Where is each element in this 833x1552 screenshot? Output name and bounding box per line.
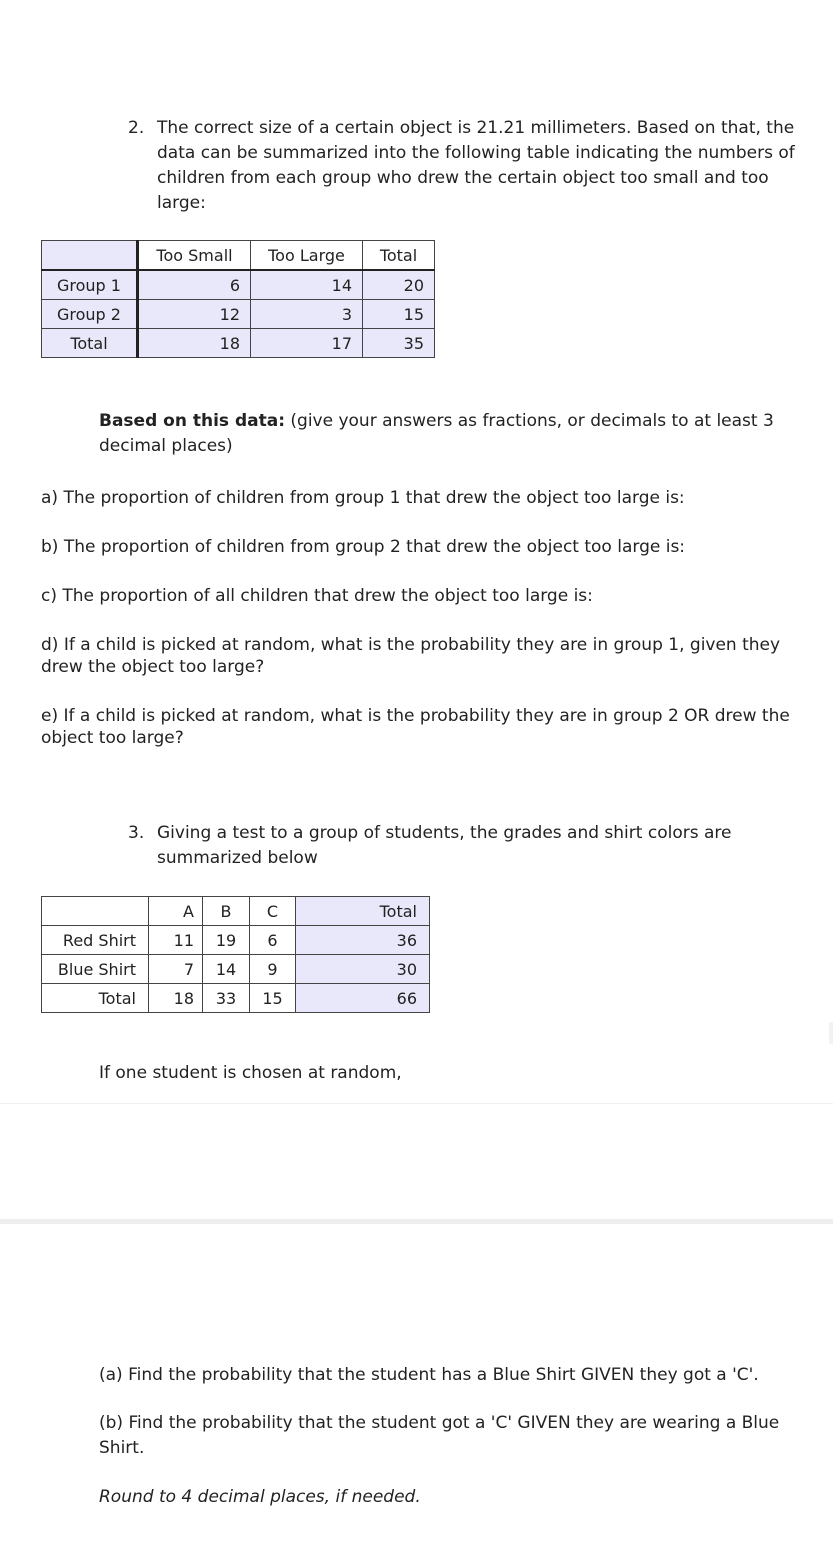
part-a: (a) Find the probability that the student has a Blue Shirt GIVEN they got a 'C'. xyxy=(99,1365,759,1385)
instructions-rest: (give your answers as fractions, or decimals to at least 3 decimal places) xyxy=(99,411,774,456)
cell-value: 9 xyxy=(250,955,296,984)
row-label: Red Shirt xyxy=(42,926,149,955)
header-b: B xyxy=(203,897,250,926)
header-c: C xyxy=(250,897,296,926)
cell-value: 35 xyxy=(363,329,435,358)
row-label: Group 1 xyxy=(42,270,138,300)
cell-value: 18 xyxy=(138,329,251,358)
instructions-bold: Based on this data: xyxy=(99,411,285,431)
header-a: A xyxy=(149,897,203,926)
instructions xyxy=(99,409,779,459)
cell-value: 19 xyxy=(203,926,250,955)
random-prompt: If one student is chosen at random, xyxy=(99,1063,402,1083)
cell-value: 36 xyxy=(296,926,430,955)
cell-value: 14 xyxy=(251,270,363,300)
cell-value: 6 xyxy=(250,926,296,955)
header-too-small: Too Small xyxy=(138,241,251,271)
cell-value: 18 xyxy=(149,984,203,1013)
row-label: Total xyxy=(42,329,138,358)
cell-value: 15 xyxy=(363,300,435,329)
cell-value: 7 xyxy=(149,955,203,984)
cell-value: 17 xyxy=(251,329,363,358)
table-row xyxy=(42,955,430,984)
row-label: Total xyxy=(42,984,149,1013)
table-row xyxy=(42,984,430,1013)
table-row xyxy=(42,926,430,955)
question-a: a) The proportion of children from group 1 that drew the object too large is: xyxy=(41,488,685,508)
row-label: Group 2 xyxy=(42,300,138,329)
question-3-text: Giving a test to a group of students, the grades and shirt colors are summarized below xyxy=(157,823,732,868)
table-row xyxy=(42,300,435,329)
header-total: Total xyxy=(296,897,430,926)
header-total: Total xyxy=(363,241,435,271)
question-3 xyxy=(128,821,768,871)
round-note: Round to 4 decimal places, if needed. xyxy=(99,1487,421,1507)
question-2-text: The correct size of a certain object is 21.21 millimeters. Based on that, the data can be summarized into the following table indicating the numbers of children from each group who drew the certain object too small and too large: xyxy=(157,118,795,213)
question-e: e) If a child is picked at random, what is the probability they are in group 2 OR drew the object too large? xyxy=(41,706,790,748)
table-header-row xyxy=(42,241,435,271)
divider xyxy=(0,1103,833,1104)
question-d: d) If a child is picked at random, what is the probability they are in group 1, given they drew the object too large? xyxy=(41,635,781,677)
header-too-large: Too Large xyxy=(251,241,363,271)
cell-value: 12 xyxy=(138,300,251,329)
cell-value: 14 xyxy=(203,955,250,984)
cell-value: 6 xyxy=(138,270,251,300)
cell-value: 30 xyxy=(296,955,430,984)
cell-value: 66 xyxy=(296,984,430,1013)
table-corner-cell xyxy=(42,897,149,926)
table-row xyxy=(42,270,435,300)
cell-value: 15 xyxy=(250,984,296,1013)
row-label: Blue Shirt xyxy=(42,955,149,984)
cell-value: 33 xyxy=(203,984,250,1013)
cell-value: 3 xyxy=(251,300,363,329)
part-b: (b) Find the probability that the student got a 'C' GIVEN they are wearing a Blue Shirt. xyxy=(99,1413,780,1458)
table-row xyxy=(42,329,435,358)
question-2 xyxy=(128,116,798,216)
cell-value: 20 xyxy=(363,270,435,300)
children-size-table xyxy=(41,240,435,358)
table-corner-cell xyxy=(42,241,138,271)
question-c: c) The proportion of all children that drew the object too large is: xyxy=(41,586,593,606)
question-2-number: 2. xyxy=(128,118,145,138)
cell-value: 11 xyxy=(149,926,203,955)
question-b: b) The proportion of children from group 2 that drew the object too large is: xyxy=(41,537,686,557)
table-header-row xyxy=(42,897,430,926)
shirt-grade-table xyxy=(41,896,430,1013)
section-divider xyxy=(0,1219,833,1224)
edge-artifact xyxy=(829,1022,833,1044)
question-3-number: 3. xyxy=(128,823,145,843)
